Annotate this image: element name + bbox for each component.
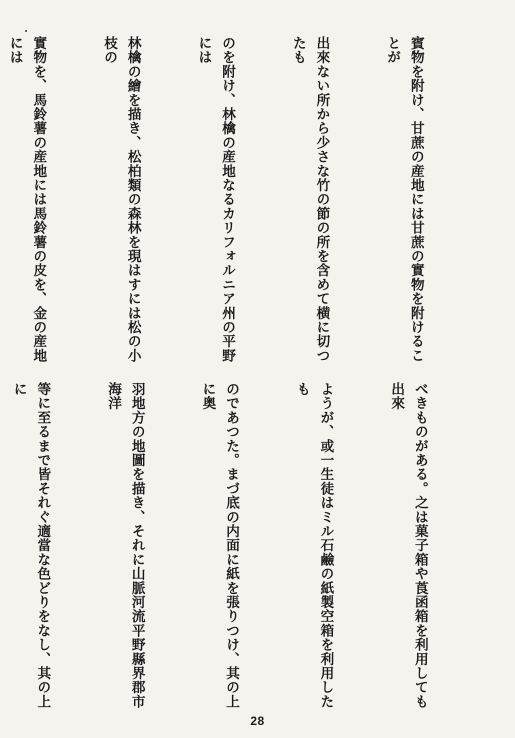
page-number: 28 [250, 714, 265, 728]
lower-text-block [10, 382, 478, 718]
text-column: 實物を、馬鈴薯の産地には馬鈴薯の皮を、金の産地には [6, 36, 47, 363]
text-column: のであつた。まづ底の内面に紙を張りつけ、其の上に奥 [199, 382, 240, 709]
text-column: 賓物を附け、甘蔗の産地には甘蔗の實物を附けることが [384, 36, 424, 363]
text-column: ようが、或一生徒はミル石鹼の紙製空箱を利用したも [293, 382, 334, 709]
text-column: べきものがある。之は菓子箱や莨函箱を利用しても出來 [388, 382, 428, 709]
text-column: 羽地方の地圖を描き、それに山脈河流平野縣界郡市海洋 [105, 382, 145, 709]
ink-speck [25, 30, 27, 32]
text-column: 出來ない所から少さな竹の節の所を含めて横に切つたも [289, 36, 330, 363]
text-column: 林檎の繪を描き、松柏類の森林を現はすには松の小枝の [101, 36, 141, 363]
text-column: のを附け、林檎の産地なるカリフォルニア州の平野には [195, 36, 236, 363]
text-column: 等に至るまで皆それぐ適當な色どりをなし、其の上に [10, 382, 51, 709]
upper-text-block [6, 36, 474, 366]
